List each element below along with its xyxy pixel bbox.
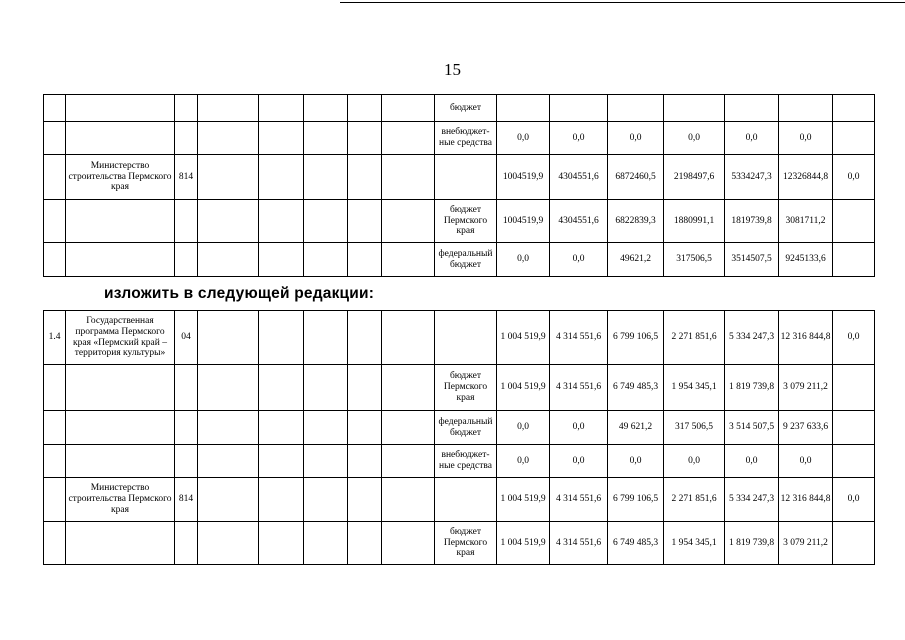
last-value-cell: 0,0	[833, 478, 875, 522]
value-cell: 12 316 844,8	[779, 311, 833, 365]
name-cell	[66, 95, 175, 122]
last-value-cell: 0,0	[833, 155, 875, 200]
empty-cell	[304, 445, 348, 478]
name-cell: Министерство строительства Пермского края	[66, 478, 175, 522]
value-cell: 0,0	[497, 122, 550, 155]
empty-cell	[382, 411, 435, 445]
last-value-cell	[833, 200, 875, 243]
code-cell	[175, 365, 198, 411]
value-cell	[725, 95, 779, 122]
value-cell: 0,0	[497, 411, 550, 445]
table-row	[44, 445, 875, 478]
value-cell: 0,0	[779, 122, 833, 155]
last-value-cell	[833, 522, 875, 565]
last-value-cell	[833, 445, 875, 478]
empty-cell	[382, 311, 435, 365]
row-number-cell	[44, 155, 66, 200]
value-cell	[608, 95, 664, 122]
value-cell: 317 506,5	[664, 411, 725, 445]
value-cell: 49621,2	[608, 243, 664, 277]
value-cell: 6 749 485,3	[608, 365, 664, 411]
empty-cell	[348, 445, 382, 478]
funding-source-cell: бюджет	[435, 95, 497, 122]
empty-cell	[348, 365, 382, 411]
code-cell	[175, 200, 198, 243]
empty-cell	[382, 122, 435, 155]
value-cell: 3 079 211,2	[779, 522, 833, 565]
empty-cell	[304, 365, 348, 411]
name-cell	[66, 522, 175, 565]
funding-source-cell: федеральный бюджет	[435, 411, 497, 445]
name-cell	[66, 122, 175, 155]
value-cell: 1004519,9	[497, 155, 550, 200]
name-cell	[66, 445, 175, 478]
empty-cell	[198, 200, 259, 243]
name-cell	[66, 200, 175, 243]
code-cell	[175, 122, 198, 155]
code-cell	[175, 243, 198, 277]
value-cell: 4 314 551,6	[550, 522, 608, 565]
empty-cell	[304, 411, 348, 445]
value-cell: 0,0	[608, 122, 664, 155]
empty-cell	[198, 522, 259, 565]
empty-cell	[198, 155, 259, 200]
empty-cell	[304, 478, 348, 522]
empty-cell	[259, 522, 304, 565]
value-cell: 1819739,8	[725, 200, 779, 243]
empty-cell	[382, 95, 435, 122]
empty-cell	[259, 95, 304, 122]
value-cell: 1 004 519,9	[497, 522, 550, 565]
name-cell	[66, 411, 175, 445]
empty-cell	[382, 445, 435, 478]
empty-cell	[259, 445, 304, 478]
table-row	[44, 411, 875, 445]
value-cell: 5 334 247,3	[725, 478, 779, 522]
empty-cell	[198, 411, 259, 445]
empty-cell	[382, 365, 435, 411]
empty-cell	[198, 445, 259, 478]
top-rule	[340, 2, 905, 3]
value-cell	[550, 95, 608, 122]
funding-source-cell: внебюджет-ные средства	[435, 122, 497, 155]
empty-cell	[304, 200, 348, 243]
value-cell: 1 954 345,1	[664, 365, 725, 411]
empty-cell	[259, 478, 304, 522]
last-value-cell	[833, 365, 875, 411]
empty-cell	[198, 122, 259, 155]
funding-source-cell	[435, 311, 497, 365]
value-cell: 0,0	[497, 243, 550, 277]
code-cell	[175, 95, 198, 122]
table-row	[44, 365, 875, 411]
empty-cell	[304, 311, 348, 365]
empty-cell	[348, 155, 382, 200]
table-row	[44, 311, 875, 365]
row-number-cell	[44, 522, 66, 565]
value-cell: 6 799 106,5	[608, 311, 664, 365]
value-cell: 4 314 551,6	[550, 478, 608, 522]
value-cell: 1 004 519,9	[497, 365, 550, 411]
table-row	[44, 522, 875, 565]
name-cell: Министерство строительства Пермского края	[66, 155, 175, 200]
value-cell: 0,0	[779, 445, 833, 478]
funding-source-cell	[435, 155, 497, 200]
value-cell: 6872460,5	[608, 155, 664, 200]
value-cell: 3514507,5	[725, 243, 779, 277]
value-cell: 6 799 106,5	[608, 478, 664, 522]
empty-cell	[382, 155, 435, 200]
empty-cell	[259, 200, 304, 243]
name-cell	[66, 243, 175, 277]
code-cell: 814	[175, 478, 198, 522]
empty-cell	[259, 122, 304, 155]
name-cell: Государственная программа Пермского края «Пермский край – территория культуры»	[66, 311, 175, 365]
empty-cell	[198, 243, 259, 277]
row-number-cell	[44, 478, 66, 522]
table-row	[44, 155, 875, 200]
last-value-cell	[833, 95, 875, 122]
value-cell: 5 334 247,3	[725, 311, 779, 365]
empty-cell	[382, 522, 435, 565]
funding-source-cell: бюджет Пермского края	[435, 200, 497, 243]
table-row	[44, 243, 875, 277]
funding-source-cell: бюджет Пермского края	[435, 365, 497, 411]
empty-cell	[304, 155, 348, 200]
budget-table-old	[43, 94, 875, 277]
value-cell: 0,0	[725, 445, 779, 478]
empty-cell	[259, 411, 304, 445]
value-cell: 4304551,6	[550, 200, 608, 243]
table-row	[44, 122, 875, 155]
code-cell	[175, 411, 198, 445]
value-cell: 4304551,6	[550, 155, 608, 200]
empty-cell	[304, 243, 348, 277]
row-number-cell	[44, 95, 66, 122]
value-cell: 49 621,2	[608, 411, 664, 445]
row-number-cell: 1.4	[44, 311, 66, 365]
row-number-cell	[44, 411, 66, 445]
empty-cell	[348, 122, 382, 155]
value-cell: 9245133,6	[779, 243, 833, 277]
empty-cell	[348, 200, 382, 243]
empty-cell	[198, 365, 259, 411]
value-cell: 2198497,6	[664, 155, 725, 200]
value-cell: 1 819 739,8	[725, 522, 779, 565]
empty-cell	[259, 311, 304, 365]
empty-cell	[348, 243, 382, 277]
code-cell	[175, 445, 198, 478]
value-cell: 0,0	[608, 445, 664, 478]
value-cell: 0,0	[664, 445, 725, 478]
empty-cell	[382, 243, 435, 277]
empty-cell	[382, 478, 435, 522]
value-cell: 3081711,2	[779, 200, 833, 243]
value-cell: 9 237 633,6	[779, 411, 833, 445]
empty-cell	[348, 311, 382, 365]
page-number: 15	[444, 60, 461, 79]
value-cell: 6 749 485,3	[608, 522, 664, 565]
last-value-cell: 0,0	[833, 311, 875, 365]
table-row	[44, 478, 875, 522]
row-number-cell	[44, 445, 66, 478]
row-number-cell	[44, 122, 66, 155]
code-cell: 814	[175, 155, 198, 200]
funding-source-cell	[435, 478, 497, 522]
empty-cell	[348, 411, 382, 445]
empty-cell	[382, 200, 435, 243]
empty-cell	[304, 95, 348, 122]
empty-cell	[259, 365, 304, 411]
value-cell: 1 004 519,9	[497, 478, 550, 522]
value-cell: 3 514 507,5	[725, 411, 779, 445]
row-number-cell	[44, 243, 66, 277]
funding-source-cell: федеральный бюджет	[435, 243, 497, 277]
value-cell: 0,0	[664, 122, 725, 155]
value-cell: 0,0	[550, 122, 608, 155]
empty-cell	[259, 155, 304, 200]
value-cell	[664, 95, 725, 122]
empty-cell	[304, 122, 348, 155]
table-row	[44, 200, 875, 243]
value-cell: 0,0	[550, 445, 608, 478]
value-cell: 4 314 551,6	[550, 365, 608, 411]
value-cell: 0,0	[550, 411, 608, 445]
empty-cell	[198, 478, 259, 522]
empty-cell	[198, 95, 259, 122]
row-number-cell	[44, 365, 66, 411]
value-cell: 12 316 844,8	[779, 478, 833, 522]
table-row	[44, 95, 875, 122]
value-cell: 2 271 851,6	[664, 311, 725, 365]
last-value-cell	[833, 411, 875, 445]
value-cell	[497, 95, 550, 122]
value-cell: 0,0	[550, 243, 608, 277]
code-cell	[175, 522, 198, 565]
value-cell: 1 004 519,9	[497, 311, 550, 365]
value-cell: 0,0	[725, 122, 779, 155]
value-cell: 1 819 739,8	[725, 365, 779, 411]
value-cell: 2 271 851,6	[664, 478, 725, 522]
empty-cell	[304, 522, 348, 565]
empty-cell	[259, 243, 304, 277]
funding-source-cell: внебюджет-ные средства	[435, 445, 497, 478]
value-cell: 12326844,8	[779, 155, 833, 200]
value-cell: 1880991,1	[664, 200, 725, 243]
funding-source-cell: бюджет Пермского края	[435, 522, 497, 565]
empty-cell	[348, 478, 382, 522]
budget-table-new	[43, 310, 875, 565]
section-heading: изложить в следующей редакции:	[104, 285, 375, 302]
name-cell	[66, 365, 175, 411]
value-cell: 4 314 551,6	[550, 311, 608, 365]
empty-cell	[198, 311, 259, 365]
value-cell	[779, 95, 833, 122]
last-value-cell	[833, 122, 875, 155]
value-cell: 6822839,3	[608, 200, 664, 243]
code-cell: 04	[175, 311, 198, 365]
last-value-cell	[833, 243, 875, 277]
empty-cell	[348, 95, 382, 122]
value-cell: 1 954 345,1	[664, 522, 725, 565]
value-cell: 0,0	[497, 445, 550, 478]
value-cell: 317506,5	[664, 243, 725, 277]
value-cell: 3 079 211,2	[779, 365, 833, 411]
empty-cell	[348, 522, 382, 565]
value-cell: 5334247,3	[725, 155, 779, 200]
value-cell: 1004519,9	[497, 200, 550, 243]
row-number-cell	[44, 200, 66, 243]
